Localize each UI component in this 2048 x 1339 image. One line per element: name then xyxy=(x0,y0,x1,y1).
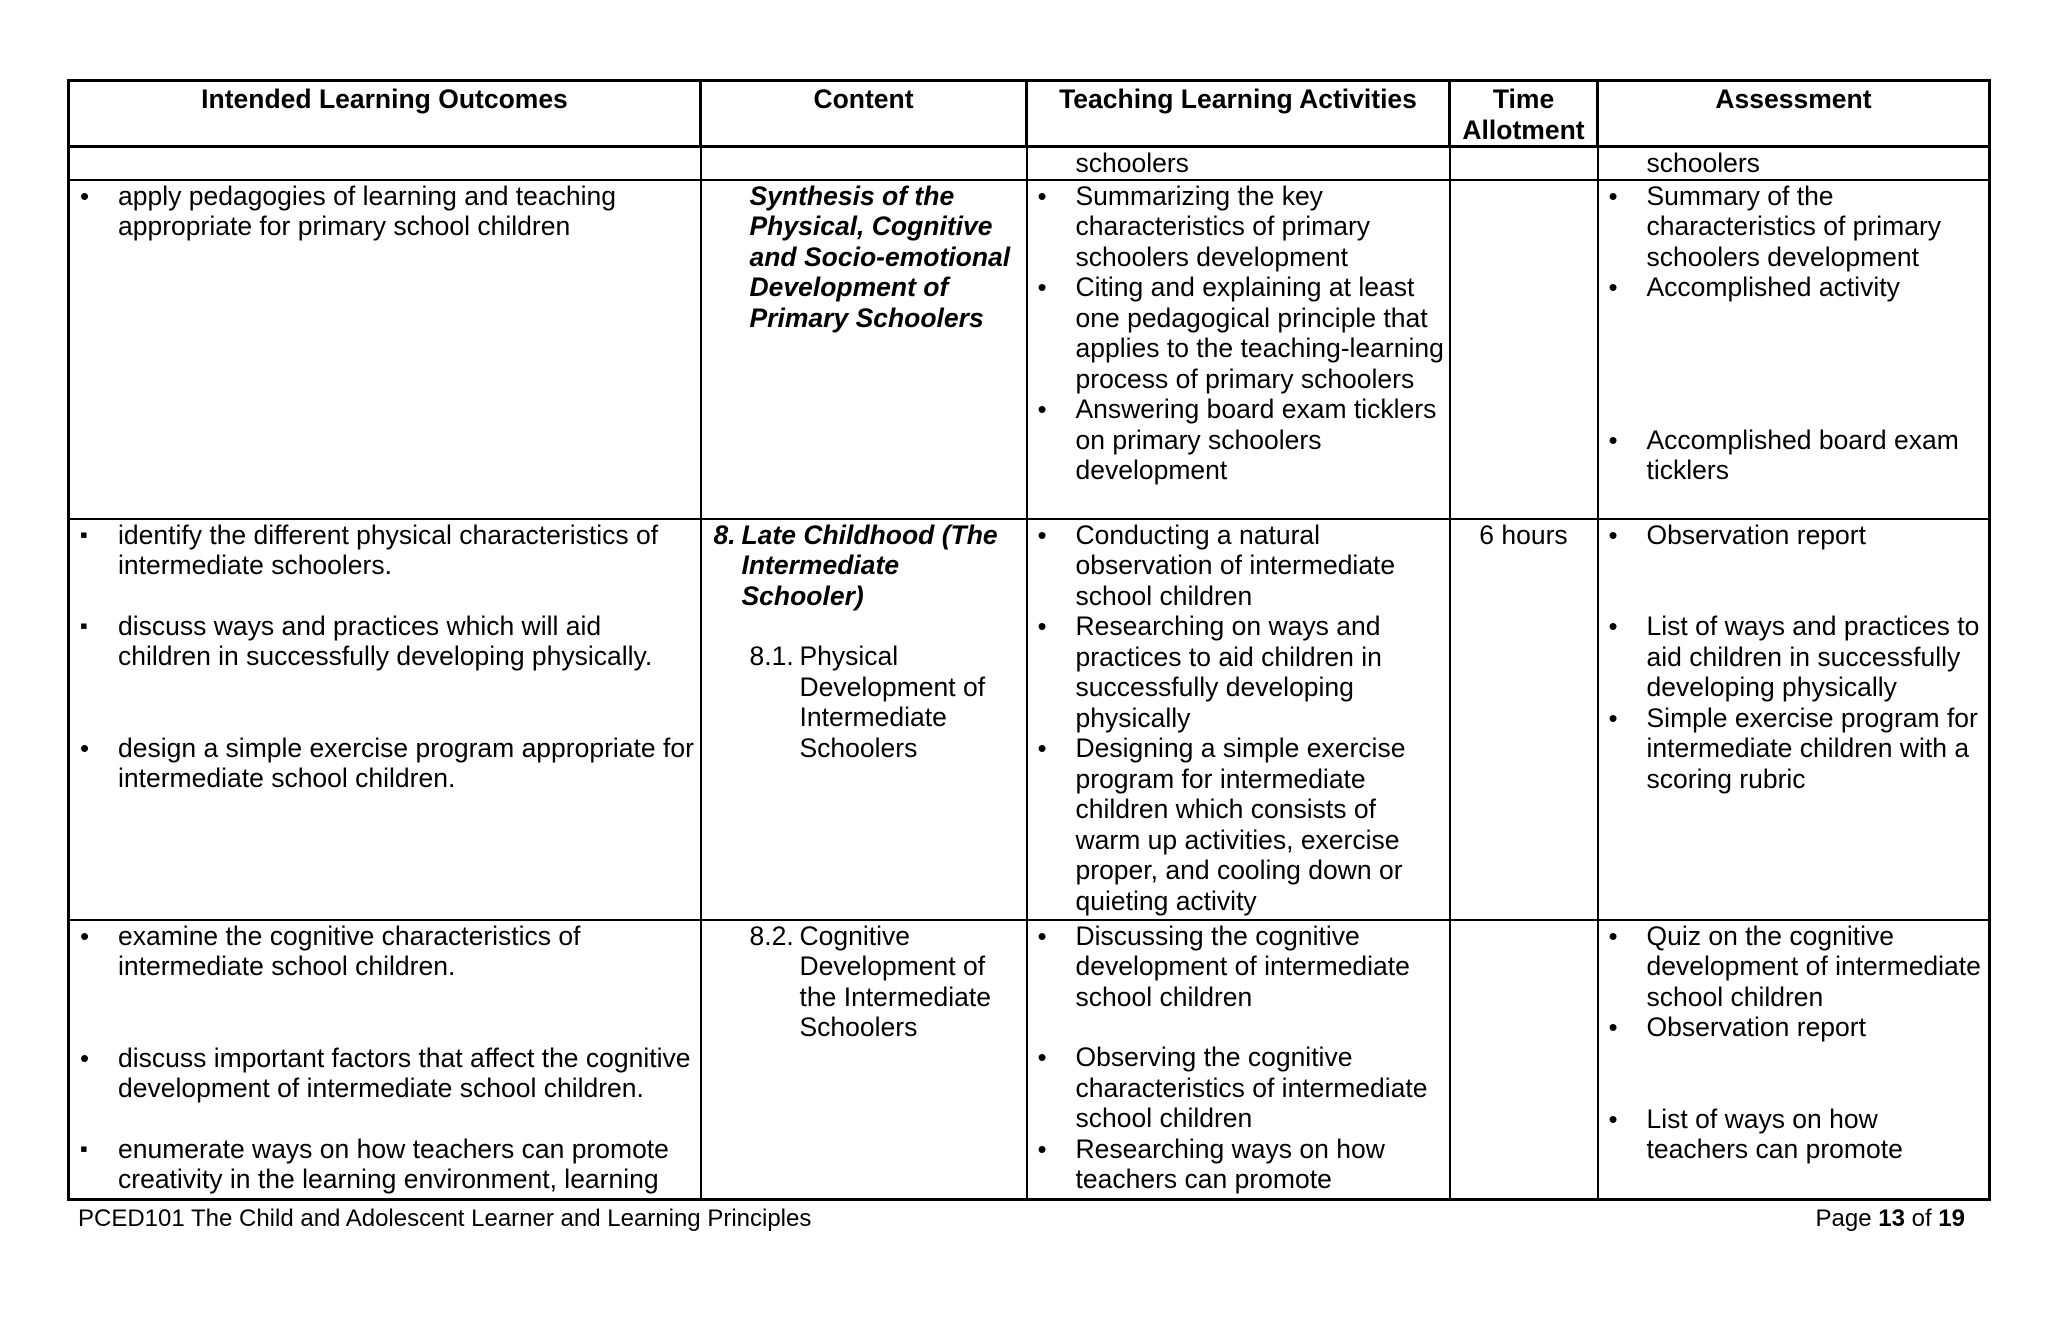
header-row xyxy=(69,81,1990,147)
tla-cell xyxy=(1027,920,1450,1200)
content-subsection-text: Cognitive Development of the Intermediate Schoolers xyxy=(799,920,992,1042)
time-cell xyxy=(1450,180,1598,519)
time-cell xyxy=(1450,147,1598,180)
tla-item: • Citing and explaining at least one pedagogical principle that applies to the teaching-learning process of primary schoolers xyxy=(1028,272,1449,394)
tla-item: • Researching ways on how teachers can promote xyxy=(1028,1134,1449,1195)
footer-course-title: PCED101 The Child and Adolescent Learner and Learning Principles xyxy=(78,1205,812,1232)
content-subsection-number: 8.1. xyxy=(749,641,794,671)
header-time-allotment xyxy=(1450,81,1598,147)
tla-cell xyxy=(1027,180,1450,519)
content-subsection-number: 8.2. xyxy=(749,920,794,951)
assessment-item: • Summary of the characteristics of primary schoolers development xyxy=(1599,181,1989,273)
table-row xyxy=(69,519,1990,920)
tla-item: • Summarizing the key characteristics of primary schoolers development xyxy=(1028,181,1449,273)
ilo-cell xyxy=(69,180,701,519)
content-section-title: Late Childhood (The Intermediate Schooler) xyxy=(741,519,998,611)
header-teaching-learning-activities: Teaching Learning Activities xyxy=(1027,81,1450,147)
ilo-item: • examine the cognitive characteristics of intermediate school children. xyxy=(70,921,700,982)
assessment-cell xyxy=(1598,519,1990,920)
header-time-line2: Allotment xyxy=(1462,114,1585,145)
tla-item: • Conducting a natural observation of intermediate school children xyxy=(1028,520,1449,612)
tla-continuation-text: schoolers xyxy=(1075,148,1189,178)
header-intended-learning-outcomes: Intended Learning Outcomes xyxy=(69,81,701,147)
table-row xyxy=(69,180,1990,519)
assessment-item: • Simple exercise program for intermediate children with a scoring rubric xyxy=(1599,703,1989,795)
content-section-heading xyxy=(702,520,1026,612)
tla-item: • Researching on ways and practices to aid children in successfully developing physically xyxy=(1028,611,1449,733)
time-cell xyxy=(1450,920,1598,1200)
tla-cell xyxy=(1027,519,1450,920)
content-title: Synthesis of the Physical, Cognitive and Socio-emotional Development of Primary Schoolers xyxy=(749,180,1011,333)
tla-item: • Observing the cognitive characteristics of intermediate school children xyxy=(1028,1042,1449,1134)
content-subsection xyxy=(702,921,1026,1043)
assessment-item: • Accomplished activity xyxy=(1599,272,1989,303)
content-cell xyxy=(701,920,1027,1200)
content-subsection-text: Physical Development of Intermediate Schoolers xyxy=(799,641,986,763)
of-word: of xyxy=(1911,1205,1932,1232)
assessment-item: • Accomplished board exam ticklers xyxy=(1599,425,1989,486)
ilo-item: • discuss important factors that affect the cognitive development of intermediate school children. xyxy=(70,1043,700,1104)
assessment-continuation-text: schoolers xyxy=(1646,148,1760,178)
header-assessment: Assessment xyxy=(1598,81,1990,147)
ilo-cell xyxy=(69,147,701,180)
page-current: 13 xyxy=(1878,1205,1905,1232)
assessment-item: • List of ways on how teachers can promote xyxy=(1599,1104,1989,1165)
ilo-item: ▪ enumerate ways on how teachers can promote creativity in the learning environment, learning xyxy=(70,1134,700,1195)
tla-item: • Answering board exam ticklers on primary schoolers development xyxy=(1028,394,1449,486)
assessment-item: • Observation report xyxy=(1599,1012,1989,1043)
footer-page-number xyxy=(1816,1205,1966,1233)
tla-cell xyxy=(1027,147,1450,180)
ilo-item: • apply pedagogies of learning and teaching appropriate for primary school children xyxy=(70,181,700,242)
page-total: 19 xyxy=(1938,1205,1965,1232)
table-row xyxy=(69,147,1990,180)
content-cell xyxy=(701,519,1027,920)
ilo-item: ▪ identify the different physical characteristics of intermediate schoolers. xyxy=(70,520,700,581)
ilo-cell xyxy=(69,519,701,920)
content-section-number: 8. xyxy=(713,519,736,550)
syllabus-table xyxy=(67,79,1991,1201)
tla-item: • Designing a simple exercise program for intermediate children which consists of warm up activities, exercise proper, and cooling down or quieting activity xyxy=(1028,733,1449,916)
assessment-item: • Observation report xyxy=(1599,520,1989,551)
header-time-line1: Time xyxy=(1492,84,1555,114)
ilo-cell xyxy=(69,920,701,1200)
assessment-cell xyxy=(1598,920,1990,1200)
assessment-item: • List of ways and practices to aid children in successfully developing physically xyxy=(1599,611,1989,703)
ilo-item: ▪ discuss ways and practices which will aid children in successfully developing physically. xyxy=(70,611,700,672)
ilo-item: • design a simple exercise program appropriate for intermediate school children. xyxy=(70,733,700,794)
page-word: Page xyxy=(1815,1205,1872,1232)
header-content: Content xyxy=(701,81,1027,147)
content-cell xyxy=(701,180,1027,519)
assessment-cell xyxy=(1598,180,1990,519)
assessment-cell xyxy=(1598,147,1990,180)
time-allotment-value: 6 hours xyxy=(1479,519,1568,550)
content-cell xyxy=(701,147,1027,180)
content-subsection xyxy=(702,641,1026,763)
time-cell xyxy=(1450,519,1598,920)
table-row xyxy=(69,920,1990,1200)
assessment-item: • Quiz on the cognitive development of intermediate school children xyxy=(1599,921,1989,1013)
tla-item: • Discussing the cognitive development of intermediate school children xyxy=(1028,921,1449,1013)
